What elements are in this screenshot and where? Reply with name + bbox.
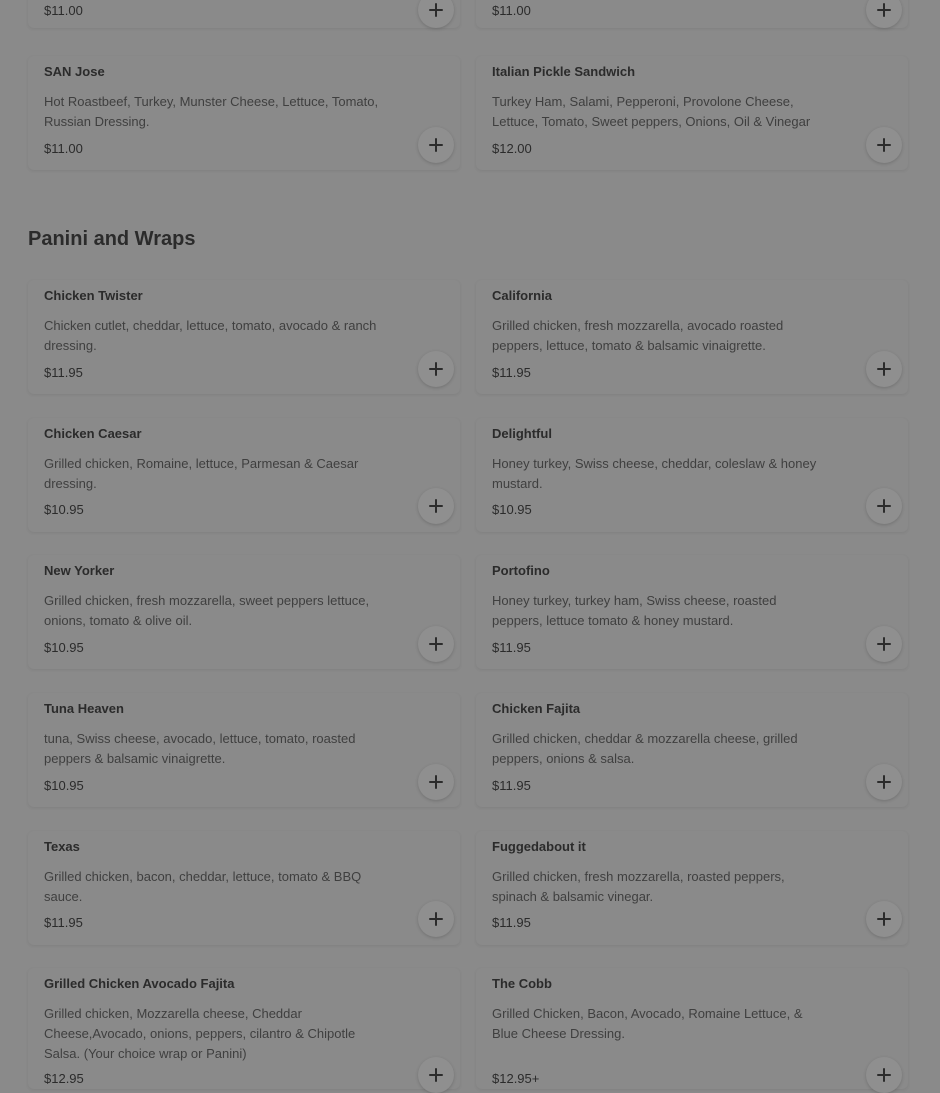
plus-icon bbox=[877, 637, 891, 651]
add-item-button[interactable] bbox=[418, 0, 454, 28]
plus-icon bbox=[877, 775, 891, 789]
add-item-button[interactable] bbox=[418, 127, 454, 163]
item-description: Honey turkey, Swiss cheese, cheddar, coleslaw & honey mustard. bbox=[492, 456, 817, 491]
item-description: Hot Roastbeef, Turkey, Munster Cheese, Lettuce, Tomato, Russian Dressing. bbox=[44, 94, 379, 129]
plus-icon bbox=[877, 138, 891, 152]
plus-icon bbox=[877, 362, 891, 376]
item-name: Chicken Caesar bbox=[44, 426, 142, 441]
add-item-button[interactable] bbox=[418, 901, 454, 937]
item-name: The Cobb bbox=[492, 976, 552, 991]
item-name: Fuggedabout it bbox=[492, 839, 586, 854]
menu-item-card[interactable] bbox=[476, 418, 908, 532]
menu-item-card[interactable] bbox=[28, 831, 460, 945]
menu-item-card[interactable] bbox=[28, 693, 460, 807]
item-name: Chicken Fajita bbox=[492, 701, 581, 716]
item-price: $11.95 bbox=[492, 640, 531, 655]
menu-item-card[interactable] bbox=[28, 56, 460, 170]
plus-icon bbox=[429, 775, 443, 789]
item-name: California bbox=[492, 288, 552, 303]
item-price: $10.95 bbox=[44, 640, 84, 655]
item-description: Grilled chicken, bacon, cheddar, lettuce, tomato & BBQ sauce. bbox=[44, 869, 362, 904]
add-item-button[interactable] bbox=[418, 351, 454, 387]
menu-item-card[interactable] bbox=[476, 968, 908, 1089]
item-price: $11.95 bbox=[492, 365, 531, 380]
item-name: New Yorker bbox=[44, 563, 115, 578]
item-price: $11.00 bbox=[492, 3, 531, 18]
plus-icon bbox=[877, 912, 891, 926]
add-item-button[interactable] bbox=[418, 626, 454, 662]
item-name: Texas bbox=[44, 839, 80, 854]
item-price: $11.95 bbox=[492, 915, 531, 930]
add-item-button[interactable] bbox=[866, 0, 902, 28]
item-name: Delightful bbox=[492, 426, 552, 441]
item-description: Grilled chicken, Mozzarella cheese, Cheddar Cheese,Avocado, onions, peppers, cilantro & Chipotle Salsa. (Your choice wrap or Panini) bbox=[44, 1006, 356, 1061]
menu-item-card[interactable] bbox=[28, 418, 460, 532]
item-description: Grilled chicken, fresh mozzarella, sweet peppers lettuce, onions, tomato & olive oil. bbox=[44, 593, 370, 628]
add-item-button[interactable] bbox=[418, 764, 454, 800]
add-item-button[interactable] bbox=[418, 488, 454, 524]
item-name: SAN Jose bbox=[44, 64, 105, 79]
menu-item-card[interactable] bbox=[476, 0, 908, 28]
item-description: Grilled chicken, fresh mozzarella, roasted peppers, spinach & balsamic vinegar. bbox=[492, 869, 785, 904]
item-price: $10.95 bbox=[44, 778, 84, 793]
item-price: $11.00 bbox=[44, 141, 83, 156]
plus-icon bbox=[877, 499, 891, 513]
item-name: Italian Pickle Sandwich bbox=[492, 64, 636, 79]
item-description: Grilled Chicken, Bacon, Avocado, Romaine Lettuce, & Blue Cheese Dressing. bbox=[492, 1006, 803, 1041]
plus-icon bbox=[429, 499, 443, 513]
item-price: $12.95+ bbox=[492, 1071, 540, 1086]
menu-item-card[interactable] bbox=[476, 693, 908, 807]
item-description: Turkey Ham, Salami, Pepperoni, Provolone Cheese, Lettuce, Tomato, Sweet peppers, Onions, Oil & Vinegar bbox=[492, 94, 811, 129]
menu-item-card[interactable] bbox=[476, 831, 908, 945]
item-price: $11.00 bbox=[44, 3, 83, 18]
menu-item-card[interactable] bbox=[28, 555, 460, 669]
plus-icon bbox=[429, 1068, 443, 1082]
item-description: Grilled chicken, Romaine, lettuce, Parmesan & Caesar dressing. bbox=[44, 456, 359, 491]
item-name: Tuna Heaven bbox=[44, 701, 124, 716]
item-description: Honey turkey, turkey ham, Swiss cheese, roasted peppers, lettuce tomato & honey mustard. bbox=[492, 593, 777, 628]
add-item-button[interactable] bbox=[866, 626, 902, 662]
item-price: $11.95 bbox=[44, 365, 83, 380]
menu-item-card[interactable] bbox=[476, 555, 908, 669]
plus-icon bbox=[877, 3, 891, 17]
menu-item-card[interactable] bbox=[476, 56, 908, 170]
add-item-button[interactable] bbox=[866, 351, 902, 387]
item-price: $11.95 bbox=[44, 915, 83, 930]
add-item-button[interactable] bbox=[866, 764, 902, 800]
plus-icon bbox=[429, 362, 443, 376]
menu-item-card[interactable] bbox=[28, 968, 460, 1089]
item-description: Grilled chicken, fresh mozzarella, avocado roasted peppers, lettuce, tomato & balsamic vinaigrette. bbox=[492, 318, 784, 353]
plus-icon bbox=[429, 138, 443, 152]
add-item-button[interactable] bbox=[866, 127, 902, 163]
item-price: $10.95 bbox=[492, 502, 532, 517]
plus-icon bbox=[429, 3, 443, 17]
add-item-button[interactable] bbox=[866, 488, 902, 524]
item-price: $10.95 bbox=[44, 502, 84, 517]
item-name: Grilled Chicken Avocado Fajita bbox=[44, 976, 235, 991]
add-item-button[interactable] bbox=[418, 1057, 454, 1093]
plus-icon bbox=[429, 912, 443, 926]
item-price: $12.00 bbox=[492, 141, 532, 156]
item-name: Chicken Twister bbox=[44, 288, 143, 303]
item-description: Chicken cutlet, cheddar, lettuce, tomato, avocado & ranch dressing. bbox=[44, 318, 377, 353]
section-title: Panini and Wraps bbox=[28, 228, 196, 250]
item-name: Portofino bbox=[492, 563, 550, 578]
item-price: $11.95 bbox=[492, 778, 531, 793]
menu-item-card[interactable] bbox=[28, 280, 460, 394]
menu-item-card[interactable] bbox=[476, 280, 908, 394]
item-description: Grilled chicken, cheddar & mozzarella cheese, grilled peppers, onions & salsa. bbox=[492, 731, 798, 766]
add-item-button[interactable] bbox=[866, 1057, 902, 1093]
plus-icon bbox=[877, 1068, 891, 1082]
plus-icon bbox=[429, 637, 443, 651]
item-description: tuna, Swiss cheese, avocado, lettuce, tomato, roasted peppers & balsamic vinaigrette. bbox=[44, 731, 356, 766]
add-item-button[interactable] bbox=[866, 901, 902, 937]
menu-item-card[interactable] bbox=[28, 0, 460, 28]
item-price: $12.95 bbox=[44, 1071, 84, 1086]
